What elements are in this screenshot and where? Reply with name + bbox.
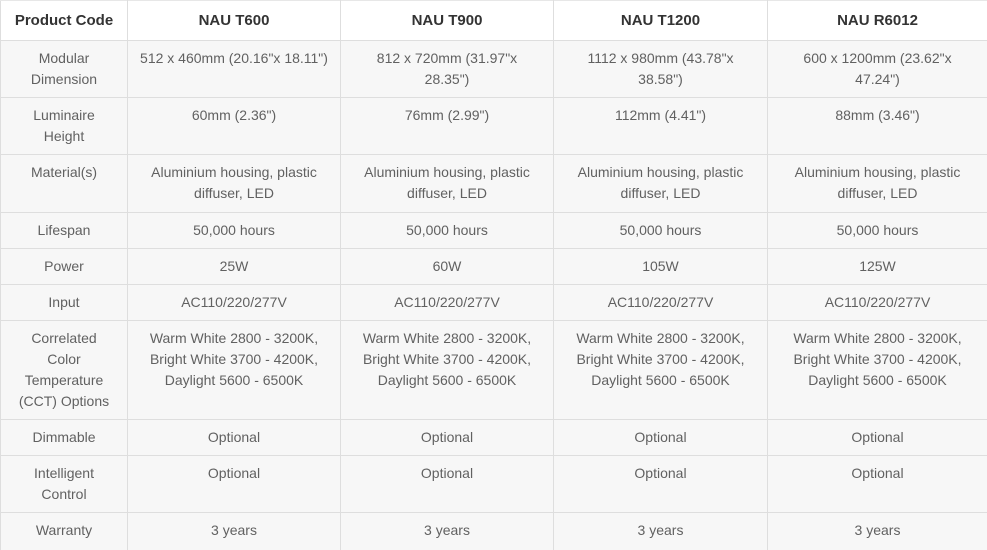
cell: 1112 x 980mm (43.78"x 38.58"): [554, 41, 768, 98]
table-row-lifespan: [1, 213, 987, 249]
column-header-nau-t600: NAU T600: [128, 1, 341, 41]
row-label: Dimmable: [1, 420, 128, 456]
cell: Aluminium housing, plastic diffuser, LED: [768, 155, 987, 213]
cell: 3 years: [768, 513, 987, 550]
cell: 25W: [128, 249, 341, 285]
table-row-power: [1, 249, 987, 285]
cell: Optional: [341, 456, 554, 513]
cell: 76mm (2.99"): [341, 98, 554, 155]
cell: 50,000 hours: [128, 213, 341, 249]
cell: 812 x 720mm (31.97"x 28.35"): [341, 41, 554, 98]
cell: AC110/220/277V: [768, 285, 987, 321]
cell: 105W: [554, 249, 768, 285]
cell: Warm White 2800 - 3200K, Bright White 3700 - 4200K, Daylight 5600 - 6500K: [341, 321, 554, 420]
column-header-nau-r6012: NAU R6012: [768, 1, 987, 41]
cell: 600 x 1200mm (23.62"x 47.24"): [768, 41, 987, 98]
row-label: Modular Dimension: [1, 41, 128, 98]
table-row-intelligent-control: [1, 456, 987, 513]
cell: 50,000 hours: [768, 213, 987, 249]
cell: 512 x 460mm (20.16"x 18.11"): [128, 41, 341, 98]
table-row-luminaire-height: [1, 98, 987, 155]
cell: Aluminium housing, plastic diffuser, LED: [341, 155, 554, 213]
cell: AC110/220/277V: [341, 285, 554, 321]
cell: Optional: [554, 420, 768, 456]
table-row-input: [1, 285, 987, 321]
column-header-product-code: Product Code: [1, 1, 128, 41]
table-row-materials: [1, 155, 987, 213]
column-header-nau-t900: NAU T900: [341, 1, 554, 41]
cell: 60mm (2.36"): [128, 98, 341, 155]
cell: Optional: [128, 456, 341, 513]
cell: 112mm (4.41"): [554, 98, 768, 155]
cell: 88mm (3.46"): [768, 98, 987, 155]
cell: 50,000 hours: [341, 213, 554, 249]
cell: Aluminium housing, plastic diffuser, LED: [128, 155, 341, 213]
cell: 125W: [768, 249, 987, 285]
cell: AC110/220/277V: [554, 285, 768, 321]
table-row-modular-dimension: [1, 41, 987, 98]
row-label: Lifespan: [1, 213, 128, 249]
row-label: Intelligent Control: [1, 456, 128, 513]
row-label: Material(s): [1, 155, 128, 213]
cell: 3 years: [128, 513, 341, 550]
header-row: [1, 1, 987, 41]
row-label: Correlated Color Temperature (CCT) Options: [1, 321, 128, 420]
cell: Optional: [554, 456, 768, 513]
table-row-cct-options: [1, 321, 987, 420]
cell: 3 years: [554, 513, 768, 550]
cell: Optional: [128, 420, 341, 456]
cell: Warm White 2800 - 3200K, Bright White 3700 - 4200K, Daylight 5600 - 6500K: [768, 321, 987, 420]
cell: Aluminium housing, plastic diffuser, LED: [554, 155, 768, 213]
cell: 60W: [341, 249, 554, 285]
row-label: Luminaire Height: [1, 98, 128, 155]
cell: 3 years: [341, 513, 554, 550]
cell: Optional: [768, 420, 987, 456]
column-header-nau-t1200: NAU T1200: [554, 1, 768, 41]
cell: Optional: [341, 420, 554, 456]
row-label: Power: [1, 249, 128, 285]
cell: 50,000 hours: [554, 213, 768, 249]
row-label: Warranty: [1, 513, 128, 550]
cell: Warm White 2800 - 3200K, Bright White 3700 - 4200K, Daylight 5600 - 6500K: [554, 321, 768, 420]
row-label: Input: [1, 285, 128, 321]
table-row-warranty: [1, 513, 987, 550]
cell: Warm White 2800 - 3200K, Bright White 3700 - 4200K, Daylight 5600 - 6500K: [128, 321, 341, 420]
cell: Optional: [768, 456, 987, 513]
table-row-dimmable: [1, 420, 987, 456]
cell: AC110/220/277V: [128, 285, 341, 321]
